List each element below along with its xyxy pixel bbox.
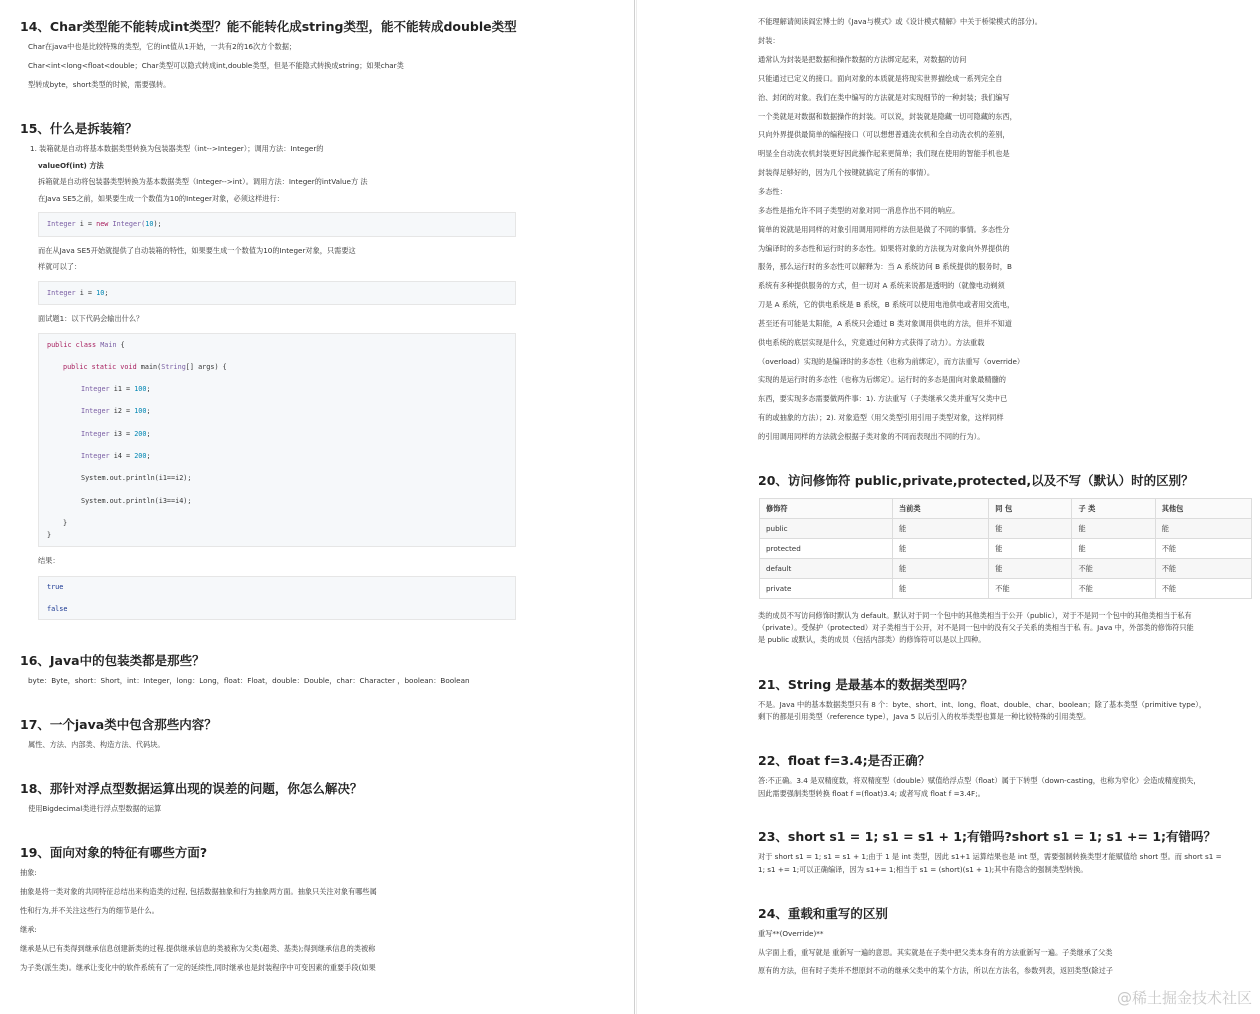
cont-line: 简单的说就是用同样的对象引用调用同样的方法但是做了不同的事情。多态性分	[758, 225, 1010, 234]
table-row	[760, 559, 1252, 579]
q24-line-1: 重写**(Override)**	[758, 929, 824, 938]
watermark: @稀土掘金技术社区	[1116, 989, 1252, 1007]
code-line: Integer i1 = 100;	[81, 385, 151, 393]
q15-line-1: 1. 装箱就是自动将基本数据类型转换为包装器类型（int-->Integer）；调用方法：Integer的	[30, 144, 324, 153]
table-cell: 能	[892, 559, 988, 579]
table-cell: 不能	[1155, 579, 1251, 599]
q20-line-3: 是 public 或默认，类的成员（包括内部类）的修饰符可以是以上四种。	[758, 635, 986, 644]
table-header-cell: 其他包	[1155, 499, 1251, 519]
q15-line-5: 而在从Java SE5开始就提供了自动装箱的特性，如果要生成一个数值为10的Integer对象，只需要这	[38, 246, 356, 255]
q14-line-1: Char在java中也是比较特殊的类型，它的int值从1开始，一共有2的16次方个数据；	[28, 42, 297, 51]
q22-line-2: 因此需要强制类型转换 float f =(float)3.4; 或者写成 float f =3.4F;。	[758, 789, 985, 798]
q21-title: 21、String 是最基本的数据类型吗？	[758, 677, 974, 692]
cont-line: 通常认为封装是把数据和操作数据的方法绑定起来，对数据的访问	[758, 55, 967, 64]
cont-line: 刀是 A 系统，它的供电系统是 B 系统，B 系统可以使用电池供电或者用交流电，	[758, 300, 1015, 309]
table-cell: 不能	[1072, 579, 1155, 599]
q19-line-1: 抽象:	[20, 868, 37, 877]
code-line: true	[47, 583, 64, 591]
cont-line: 甚至还有可能是太阳能，A 系统只会通过 B 类对象调用供电的方法，但并不知道	[758, 319, 1012, 328]
table-cell: 能	[989, 559, 1072, 579]
cont-line: 只能通过已定义的接口。面向对象的本质就是将现实世界描绘成一系列完全自	[758, 74, 1003, 83]
q19-line-3: 性和行为,并不关注这些行为的细节是什么。	[20, 906, 159, 915]
right-page[interactable]	[637, 0, 1260, 1014]
code-line: }	[47, 531, 52, 539]
code-block-boxing-old	[38, 212, 516, 237]
table-header-cell: 修饰符	[760, 499, 893, 519]
code-line: public class Main {	[47, 341, 125, 349]
table-cell: default	[760, 559, 893, 579]
code-line: Integer i3 = 200;	[81, 430, 151, 438]
code-line: }	[63, 519, 68, 527]
cont-line: 多态性：	[758, 187, 787, 196]
q19-line-4: 继承:	[20, 925, 37, 934]
q15-title: 15、什么是拆装箱？	[20, 121, 138, 136]
q24-line-3: 原有的方法，但有时子类并不想原封不动的继承父类中的某个方法，所以在方法名，参数列表，返回类型(除过子	[758, 966, 1113, 975]
cont-line: 一个类就是对数据和数据操作的封装。可以说，封装就是隐藏一切可隐藏的东西，	[758, 112, 1017, 121]
table-header-cell: 同 包	[989, 499, 1072, 519]
cont-line: 系统有多种提供服务的方式，但一切对 A 系统来说都是透明的（就像电动剃须	[758, 281, 1005, 290]
code-line: false	[47, 605, 68, 613]
q21-line-2: 剩下的都是引用类型（reference type），Java 5 以后引入的枚举类型也算是一种比较特殊的引用类型。	[758, 712, 1091, 721]
table-cell: 能	[1155, 519, 1251, 539]
q15-line-3: 拆箱就是自动将包装器类型转换为基本数据类型（Integer-->int）。调用方法：Integer的intValue方 法	[38, 177, 368, 186]
q19-title: 19、面向对象的特征有哪些方面?	[20, 845, 208, 860]
access-modifier-table	[759, 498, 1252, 599]
table-cell: 能	[989, 519, 1072, 539]
cont-line: 只向外界提供最简单的编程接口（可以想想普通洗衣机和全自动洗衣机的差别，	[758, 130, 1010, 139]
cont-line: 供电系统的底层实现是什么，究竟通过何种方式获得了动力）。方法重载	[758, 338, 985, 347]
q21-line-1: 不是。Java 中的基本数据类型只有 8 个：byte、short、int、long、float、double、char、boolean；除了基本类型（primitive type），	[758, 700, 1207, 709]
table-cell: private	[760, 579, 893, 599]
table-header-cell: 当前类	[892, 499, 988, 519]
code-line: Integer i = new Integer(10);	[47, 220, 162, 228]
table-header-cell: 子 类	[1072, 499, 1155, 519]
q20-title: 20、访问修饰符 public,private,protected,以及不写（默认）时的区别？	[758, 473, 1194, 488]
q18-title: 18、那针对浮点型数据运算出现的误差的问题，你怎么解决？	[20, 781, 363, 796]
cont-line: 治、封闭的对象。我们在类中编写的方法就是对实现细节的一种封装；我们编写	[758, 93, 1010, 102]
page-divider	[634, 0, 635, 1014]
table-cell: 能	[892, 539, 988, 559]
q24-line-2: 从字面上看，重写就是 重新写一遍的意思。其实就是在子类中把父类本身有的方法重新写一遍。子类继承了父类	[758, 948, 1113, 957]
table-cell: 不能	[1155, 539, 1251, 559]
table-row	[760, 579, 1252, 599]
cont-line: 为编译时的多态性和运行时的多态性。如果将对象的方法视为对象向外界提供的	[758, 244, 1010, 253]
cont-line: 多态性是指允许不同子类型的对象对同一消息作出不同的响应。	[758, 206, 960, 215]
q16-line: byte：Byte，short：Short，int：Integer，long：Long，float：Float，double：Double，char：Character ，boolean：Boolean	[28, 676, 470, 685]
cont-line: （overload）实现的是编译时的多态性（也称为前绑定），而方法重写（override）	[758, 357, 1025, 366]
q15-line-4: 在Java SE5之前，如果要生成一个数值为10的Integer对象，必须这样进行：	[38, 194, 284, 203]
q17-line: 属性、方法、内部类、构造方法、代码块。	[28, 740, 165, 749]
table-cell: 能	[1072, 519, 1155, 539]
cont-line: 的引用调用同样的方法就会根据子类对象的不同而表现出不同的行为）。	[758, 432, 985, 441]
q20-line-2: （private）。受保护（protected）对子类相当于公开，对不是同一包中的没有父子关系的类相当于私 有。Java 中，外部类的修饰符只能	[758, 623, 1194, 632]
cont-line: 封装：	[758, 36, 780, 45]
table-cell: protected	[760, 539, 893, 559]
code-line: Integer i = 10;	[47, 289, 109, 297]
cont-line: 不能理解请阅读阎宏博士的《Java与模式》或《设计模式精解》中关于桥梁模式的部分)。	[758, 17, 1042, 26]
q22-title: 22、float f=3.4;是否正确？	[758, 753, 931, 768]
q23-title: 23、short s1 = 1; s1 = s1 + 1;有错吗?short s1 = 1; s1 += 1;有错吗？	[758, 829, 1217, 844]
table-cell: 能	[892, 519, 988, 539]
table-row	[760, 539, 1252, 559]
q23-line-1: 对于 short s1 = 1; s1 = s1 + 1;由于 1 是 int 类型，因此 s1+1 运算结果也是 int 型，需要强制转换类型才能赋值给 short 型。而 short s1 =	[758, 852, 1222, 861]
q24-title: 24、重载和重写的区别	[758, 906, 888, 921]
table-cell: 能	[989, 539, 1072, 559]
q23-line-2: 1; s1 += 1;可以正确编译，因为 s1+= 1;相当于 s1 = (short)(s1 + 1);其中有隐含的强制类型转换。	[758, 865, 1088, 874]
table-cell: 不能	[1072, 559, 1155, 579]
cont-line: 实现的是运行时的多态性（也称为后绑定）。运行时的多态是面向对象最精髓的	[758, 375, 1006, 384]
table-cell: 能	[1072, 539, 1155, 559]
q15-line-2: valueOf(int) 方法	[38, 161, 104, 170]
q15-line-7: 面试题1：以下代码会输出什么？	[38, 314, 144, 323]
cont-line: 东西，要实现多态需要做两件事：1). 方法重写（子类继承父类并重写父类中已	[758, 394, 1008, 403]
q22-line-1: 答:不正确。3.4 是双精度数，将双精度型（double）赋值给浮点型（float）属于下转型（down-casting，也称为窄化）会造成精度损失，	[758, 776, 1201, 785]
q18-line: 使用Bigdecimal类进行浮点型数据的运算	[28, 804, 162, 813]
q20-line-1: 类的成员不写访问修饰时默认为 default。默认对于同一个包中的其他类相当于公开（public），对于不是同一个包中的其他类相当于私有	[758, 611, 1192, 620]
q19-line-5: 继承是从已有类得到继承信息创建新类的过程.提供继承信息的类被称为父类(超类、基类);得到继承信息的类被称	[20, 944, 376, 953]
q14-line-3: 型转成byte，short类型的时候，需要强转。	[28, 80, 171, 89]
code-block-interview	[38, 333, 516, 547]
q14-line-2: Char<int<long<float<double；Char类型可以隐式转成int,double类型，但是不能隐式转换成string；如果char类	[28, 61, 404, 70]
code-line: System.out.println(i1==i2);	[81, 474, 192, 482]
q19-line-6: 为子类(派生类)。继承让变化中的软件系统有了一定的延续性,同时继承也是封装程序中可变因素的重要手段(如果	[20, 963, 376, 972]
cont-line: 服务，那么运行时的多态性可以解释为：当 A 系统访问 B 系统提供的服务时，B	[758, 262, 1012, 271]
q16-title: 16、Java中的包装类都是那些？	[20, 653, 205, 668]
table-cell: 不能	[989, 579, 1072, 599]
table-header-row	[760, 499, 1252, 519]
q14-title: 14、Char类型能不能转成int类型？能不能转化成string类型，能不能转成double类型	[20, 19, 517, 34]
cont-line: 明显全自动洗衣机封装更好因此操作起来更简单；我们现在使用的智能手机也是	[758, 149, 1010, 158]
cont-line: 有的或抽象的方法）；2). 对象造型（用父类型引用引用子类型对象，这样同样	[758, 413, 1004, 422]
q17-title: 17、一个java类中包含那些内容？	[20, 717, 217, 732]
code-line: System.out.println(i3==i4);	[81, 497, 192, 505]
code-line: Integer i2 = 100;	[81, 407, 151, 415]
cont-line: 封装得足够好的，因为几个按键就搞定了所有的事情）。	[758, 168, 935, 177]
table-cell: public	[760, 519, 893, 539]
result-label: 结果：	[38, 556, 60, 565]
code-block-autoboxing	[38, 281, 516, 305]
code-block-result	[38, 576, 516, 620]
table-cell: 能	[892, 579, 988, 599]
q19-line-2: 抽象是将一类对象的共同特征总结出来构造类的过程, 包括数据抽象和行为抽象两方面。抽象只关注对象有哪些属	[20, 887, 377, 896]
q15-line-6: 样就可以了：	[38, 262, 82, 271]
table-cell: 不能	[1155, 559, 1251, 579]
table-row	[760, 519, 1252, 539]
code-line: public static void main(String[] args) {	[63, 363, 227, 371]
code-line: Integer i4 = 200;	[81, 452, 151, 460]
